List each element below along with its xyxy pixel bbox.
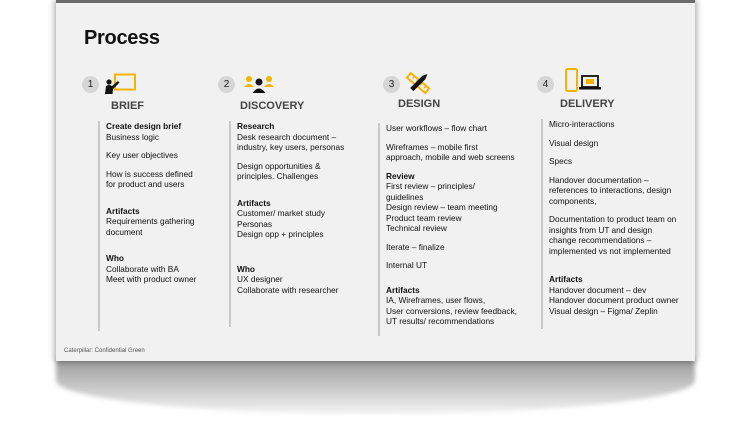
design-review: [386, 171, 517, 234]
list-item: for product and users: [106, 179, 185, 189]
list-item: Personas: [237, 218, 273, 229]
list-item: IA, Wireframes, user flows,: [386, 295, 486, 305]
list-item: components,: [549, 195, 597, 206]
list-item: Handover documentation –: [549, 174, 649, 185]
step-number-1: 1: [82, 76, 99, 93]
heading: Create design brief: [106, 121, 182, 131]
discovery-column: [229, 121, 344, 327]
list-item: Design review – team meeting: [386, 202, 498, 212]
list-item: Visual design: [549, 137, 599, 148]
heading: Artifacts: [386, 284, 420, 295]
list-item: Wireframes – mobile first: [386, 141, 478, 152]
step-number-2: 2: [218, 76, 235, 93]
list-item: UX designer: [237, 274, 283, 284]
list-item: Requirements gathering: [106, 216, 195, 226]
phase-title-delivery: DELIVERY: [560, 98, 615, 110]
slide-shadow: [56, 358, 695, 414]
phase-title-design: DESIGN: [398, 98, 441, 110]
list-item: principles. Challenges: [237, 171, 319, 181]
list-item: Technical review: [386, 223, 447, 233]
list-item: insights from UT and design: [549, 224, 653, 235]
page-title: Process: [84, 27, 160, 49]
list-item: Handover document – dev: [549, 284, 647, 295]
list-item: Handover document product owner: [549, 295, 679, 305]
list-item: How is success defined: [106, 168, 193, 179]
brief-column: [98, 121, 196, 331]
list-item: Visual design – Figma/ Zeplin: [549, 305, 658, 316]
delivery-artifacts: [549, 274, 679, 316]
list-item: document: [106, 226, 143, 237]
people-group-icon: [243, 74, 275, 94]
list-item: Collaborate with researcher: [237, 284, 339, 295]
step-number-3: 3: [383, 76, 400, 93]
discovery-artifacts: [237, 198, 344, 240]
design-artifacts: [386, 285, 517, 327]
list-item: industry, key users, personas: [237, 142, 345, 152]
pencil-ruler-icon: [403, 70, 433, 96]
devices-icon: [564, 67, 604, 95]
list-item: User workflows – flow chart: [386, 123, 487, 133]
list-item: references to interactions, design: [549, 185, 672, 195]
list-item: First review – principles/: [386, 181, 475, 191]
list-item: approach, mobile and web screens: [386, 152, 515, 162]
list-item: Specs: [549, 156, 573, 166]
heading: Artifacts: [237, 197, 271, 208]
brief-artifacts: [106, 206, 196, 238]
list-item: Meet with product owner: [106, 274, 197, 284]
confidentiality-footer: Caterpillar: Confidential Green: [64, 348, 145, 354]
list-item: UT results/ recommendations: [386, 316, 495, 326]
phase-title-brief: BRIEF: [111, 100, 144, 112]
heading: Review: [386, 170, 415, 181]
list-item: Collaborate with BA: [106, 263, 179, 274]
discovery-research: [237, 121, 344, 153]
heading: Who: [106, 253, 124, 263]
step-number-4: 4: [537, 76, 554, 93]
list-item: Internal UT: [386, 260, 428, 270]
heading: Who: [237, 263, 255, 274]
brief-block-create: [106, 121, 196, 142]
heading: Artifacts: [549, 274, 583, 284]
list-item: Documentation to product team on: [549, 214, 677, 224]
list-item: User conversions, review feedback,: [386, 305, 517, 316]
list-item: Design opp + principles: [237, 229, 324, 239]
brief-who: [106, 253, 196, 285]
list-item: Product team review: [386, 212, 462, 223]
design-column: [378, 123, 517, 336]
list-item: Micro-interactions: [549, 119, 615, 129]
list-item: Design opportunities &: [237, 160, 321, 171]
list-item: Business logic: [106, 131, 160, 142]
presentation-board-icon: [103, 73, 137, 95]
delivery-column: [541, 119, 679, 329]
discovery-who: [237, 264, 344, 296]
heading: Research: [237, 121, 275, 131]
heading: Artifacts: [106, 205, 140, 216]
list-item: change recommendations –: [549, 235, 652, 245]
list-item: Customer/ market study: [237, 208, 326, 218]
list-item: Desk research document –: [237, 131, 337, 142]
list-item: implemented vs not implemented: [549, 245, 671, 256]
list-item: Key user objectives: [106, 150, 178, 160]
list-item: Iterate – finalize: [386, 241, 445, 252]
list-item: guidelines: [386, 191, 424, 202]
phase-title-discovery: DISCOVERY: [240, 100, 305, 112]
